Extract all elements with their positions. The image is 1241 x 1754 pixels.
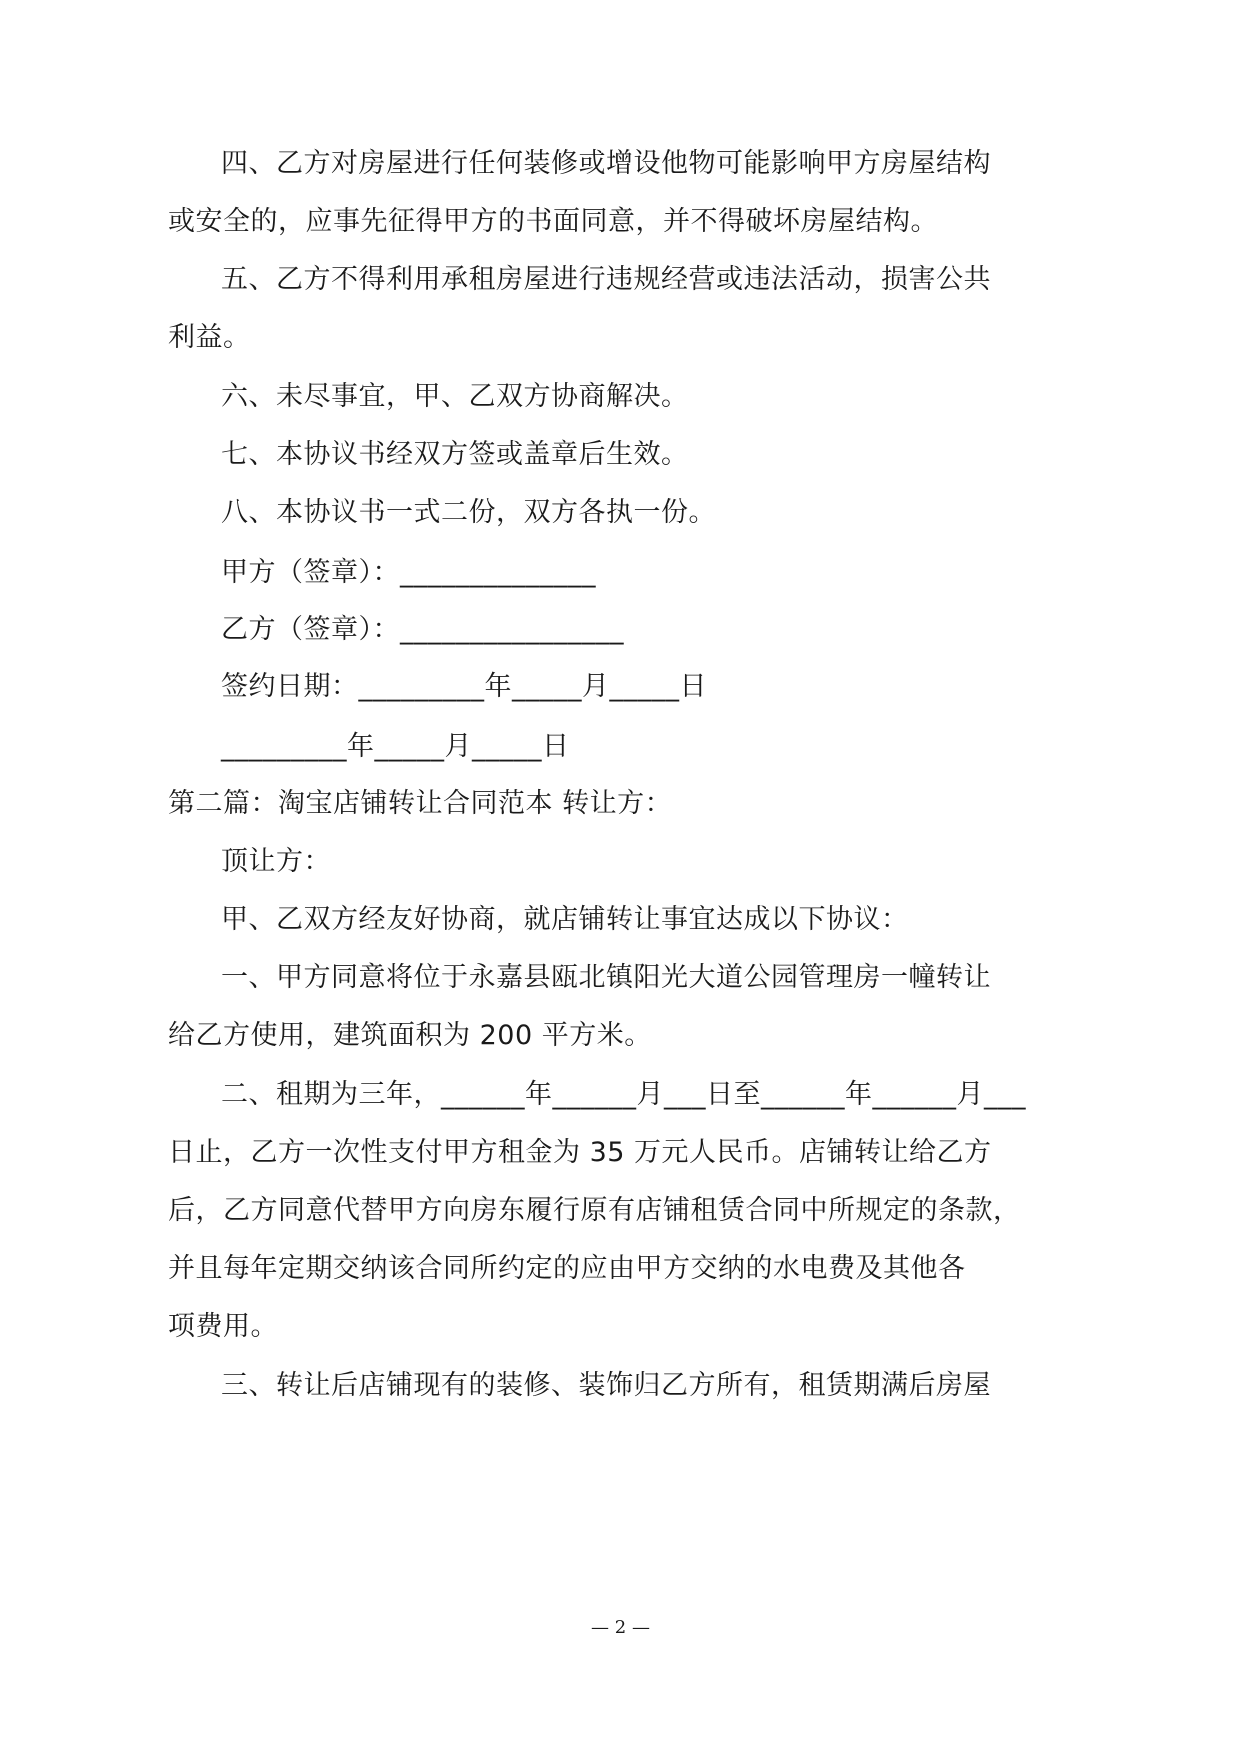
date-line: _________年_____月_____日 (221, 731, 570, 762)
signature-line-party-a: 甲方（签章）：______________ (221, 557, 596, 588)
text-line: 六、未尽事宜，甲、乙双方协商解决。 (221, 381, 689, 412)
text-line: 利益。 (168, 322, 251, 353)
text-line: 后，乙方同意代替甲方向房东履行原有店铺租赁合同中所规定的条款， (168, 1195, 1021, 1226)
signing-date-line: 签约日期：_________年_____月_____日 (221, 671, 707, 702)
signature-line-party-b: 乙方（签章）：________________ (221, 614, 624, 645)
text-line: 日止，乙方一次性支付甲方租金为 35 万元人民币。店铺转让给乙方 (168, 1137, 992, 1168)
text-line: 五、乙方不得利用承租房屋进行违规经营或违法活动，损害公共 (221, 264, 991, 295)
text-line: 项费用。 (168, 1311, 278, 1342)
section-heading: 第二篇：淘宝店铺转让合同范本 转让方： (168, 788, 673, 819)
text-line: 给乙方使用，建筑面积为 200 平方米。 (168, 1020, 652, 1051)
text-line: 三、转让后店铺现有的装修、装饰归乙方所有，租赁期满后房屋 (221, 1370, 991, 1401)
text-line: 并且每年定期交纳该合同所约定的应由甲方交纳的水电费及其他各 (168, 1253, 966, 1284)
page-number: — 2 — (591, 1617, 650, 1638)
text-line: 甲、乙双方经友好协商，就店铺转让事宜达成以下协议： (221, 904, 909, 935)
text-line: 八、本协议书一式二份，双方各执一份。 (221, 497, 716, 528)
text-line: 或安全的，应事先征得甲方的书面同意，并不得破坏房屋结构。 (168, 206, 938, 237)
text-line: 二、租期为三年，______年______月___日至______年______月___ (221, 1079, 1026, 1110)
text-line: 四、乙方对房屋进行任何装修或增设他物可能影响甲方房屋结构 (221, 148, 991, 179)
text-line: 一、甲方同意将位于永嘉县瓯北镇阳光大道公园管理房一幢转让 (221, 962, 991, 993)
text-line: 顶让方： (221, 846, 331, 877)
text-line: 七、本协议书经双方签或盖章后生效。 (221, 439, 689, 470)
